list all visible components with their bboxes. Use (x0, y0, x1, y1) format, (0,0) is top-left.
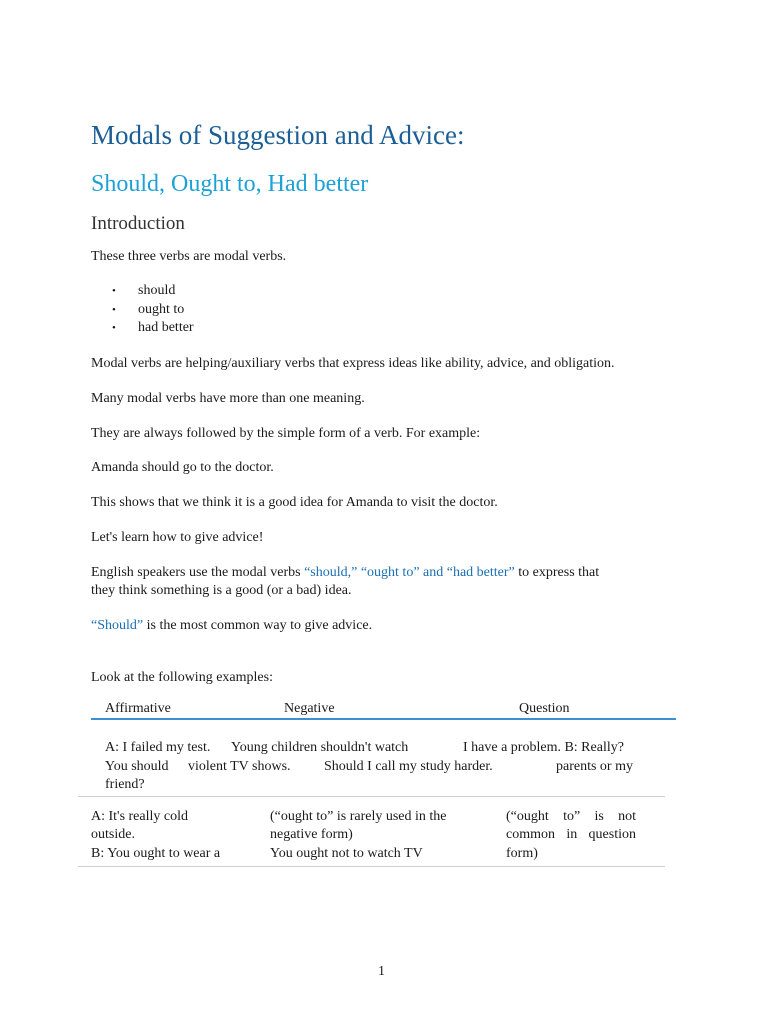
table-cell: (“ought to” is rarely used in the (270, 809, 447, 824)
bullet-icon: • (112, 285, 116, 297)
table-cell: friend? (105, 777, 145, 792)
table-cell: (“ought to” is not (506, 809, 636, 824)
table-header-rule (91, 718, 676, 720)
table-cell: A: It's really cold (91, 809, 188, 824)
modal-verb-list (112, 282, 194, 338)
table-cell: negative form) (270, 827, 353, 842)
header-negative: Negative (284, 701, 335, 716)
intro-line: These three verbs are modal verbs. (91, 249, 287, 264)
table-cell: form) (506, 846, 538, 861)
highlighted-should: “Should” (91, 618, 144, 633)
paragraph-explanation: This shows that we think it is a good idea for Amanda to visit the doctor. (91, 495, 498, 510)
paragraph-simple-form: They are always followed by the simple form of a verb. For example: (91, 426, 481, 441)
document-subtitle: Should, Ought to, Had better (91, 171, 369, 197)
section-heading-introduction: Introduction (91, 213, 185, 234)
paragraph-modal-verbs-line2: they think something is a good (or a bad) idea. (91, 583, 352, 598)
bullet-icon: • (112, 303, 116, 316)
table-cell: common in question (506, 827, 636, 842)
list-item: • should (112, 283, 176, 298)
list-item: • had better (112, 320, 194, 335)
document-title: Modals of Suggestion and Advice: (91, 120, 465, 150)
table-cell: I have a problem. B: Really? (463, 740, 624, 755)
table-row-divider (78, 796, 665, 797)
table-bottom-rule (78, 866, 665, 867)
paragraph-modal-definition: Modal verbs are helping/auxiliary verbs that express ideas like ability, advice, and obligation. (91, 356, 615, 371)
paragraph-meanings: Many modal verbs have more than one meaning. (91, 391, 365, 406)
table-cell: parents or my (556, 759, 633, 774)
paragraph-look-examples: Look at the following examples: (91, 670, 273, 685)
table-cell: You should (105, 759, 169, 774)
paragraph-modal-verbs-line1: English speakers use the modal verbs “should,” “ought to” and “had better” to express that (91, 565, 600, 580)
page-number: 1 (378, 964, 385, 979)
example-sentence: Amanda should go to the doctor. (91, 460, 274, 475)
table-cell: You ought not to watch TV (270, 846, 423, 861)
table-cell: Young children shouldn't watch (231, 740, 409, 755)
highlighted-modals: “should,” “ought to” and “had better” (304, 565, 515, 580)
header-question: Question (519, 701, 570, 716)
list-item: • ought to (112, 301, 185, 317)
table-cell: violent TV shows. (188, 759, 291, 774)
paragraph-should-common: “Should” is the most common way to give advice. (91, 618, 373, 633)
table-cell: B: You ought to wear a (91, 846, 221, 861)
table-cell: A: I failed my test. (105, 740, 211, 755)
paragraph-lets-learn: Let's learn how to give advice! (91, 530, 264, 545)
bullet-icon: • (112, 322, 116, 334)
header-affirmative: Affirmative (105, 701, 171, 716)
table-cell: Should I call my study harder. (324, 759, 493, 774)
table-cell: outside. (91, 827, 135, 842)
